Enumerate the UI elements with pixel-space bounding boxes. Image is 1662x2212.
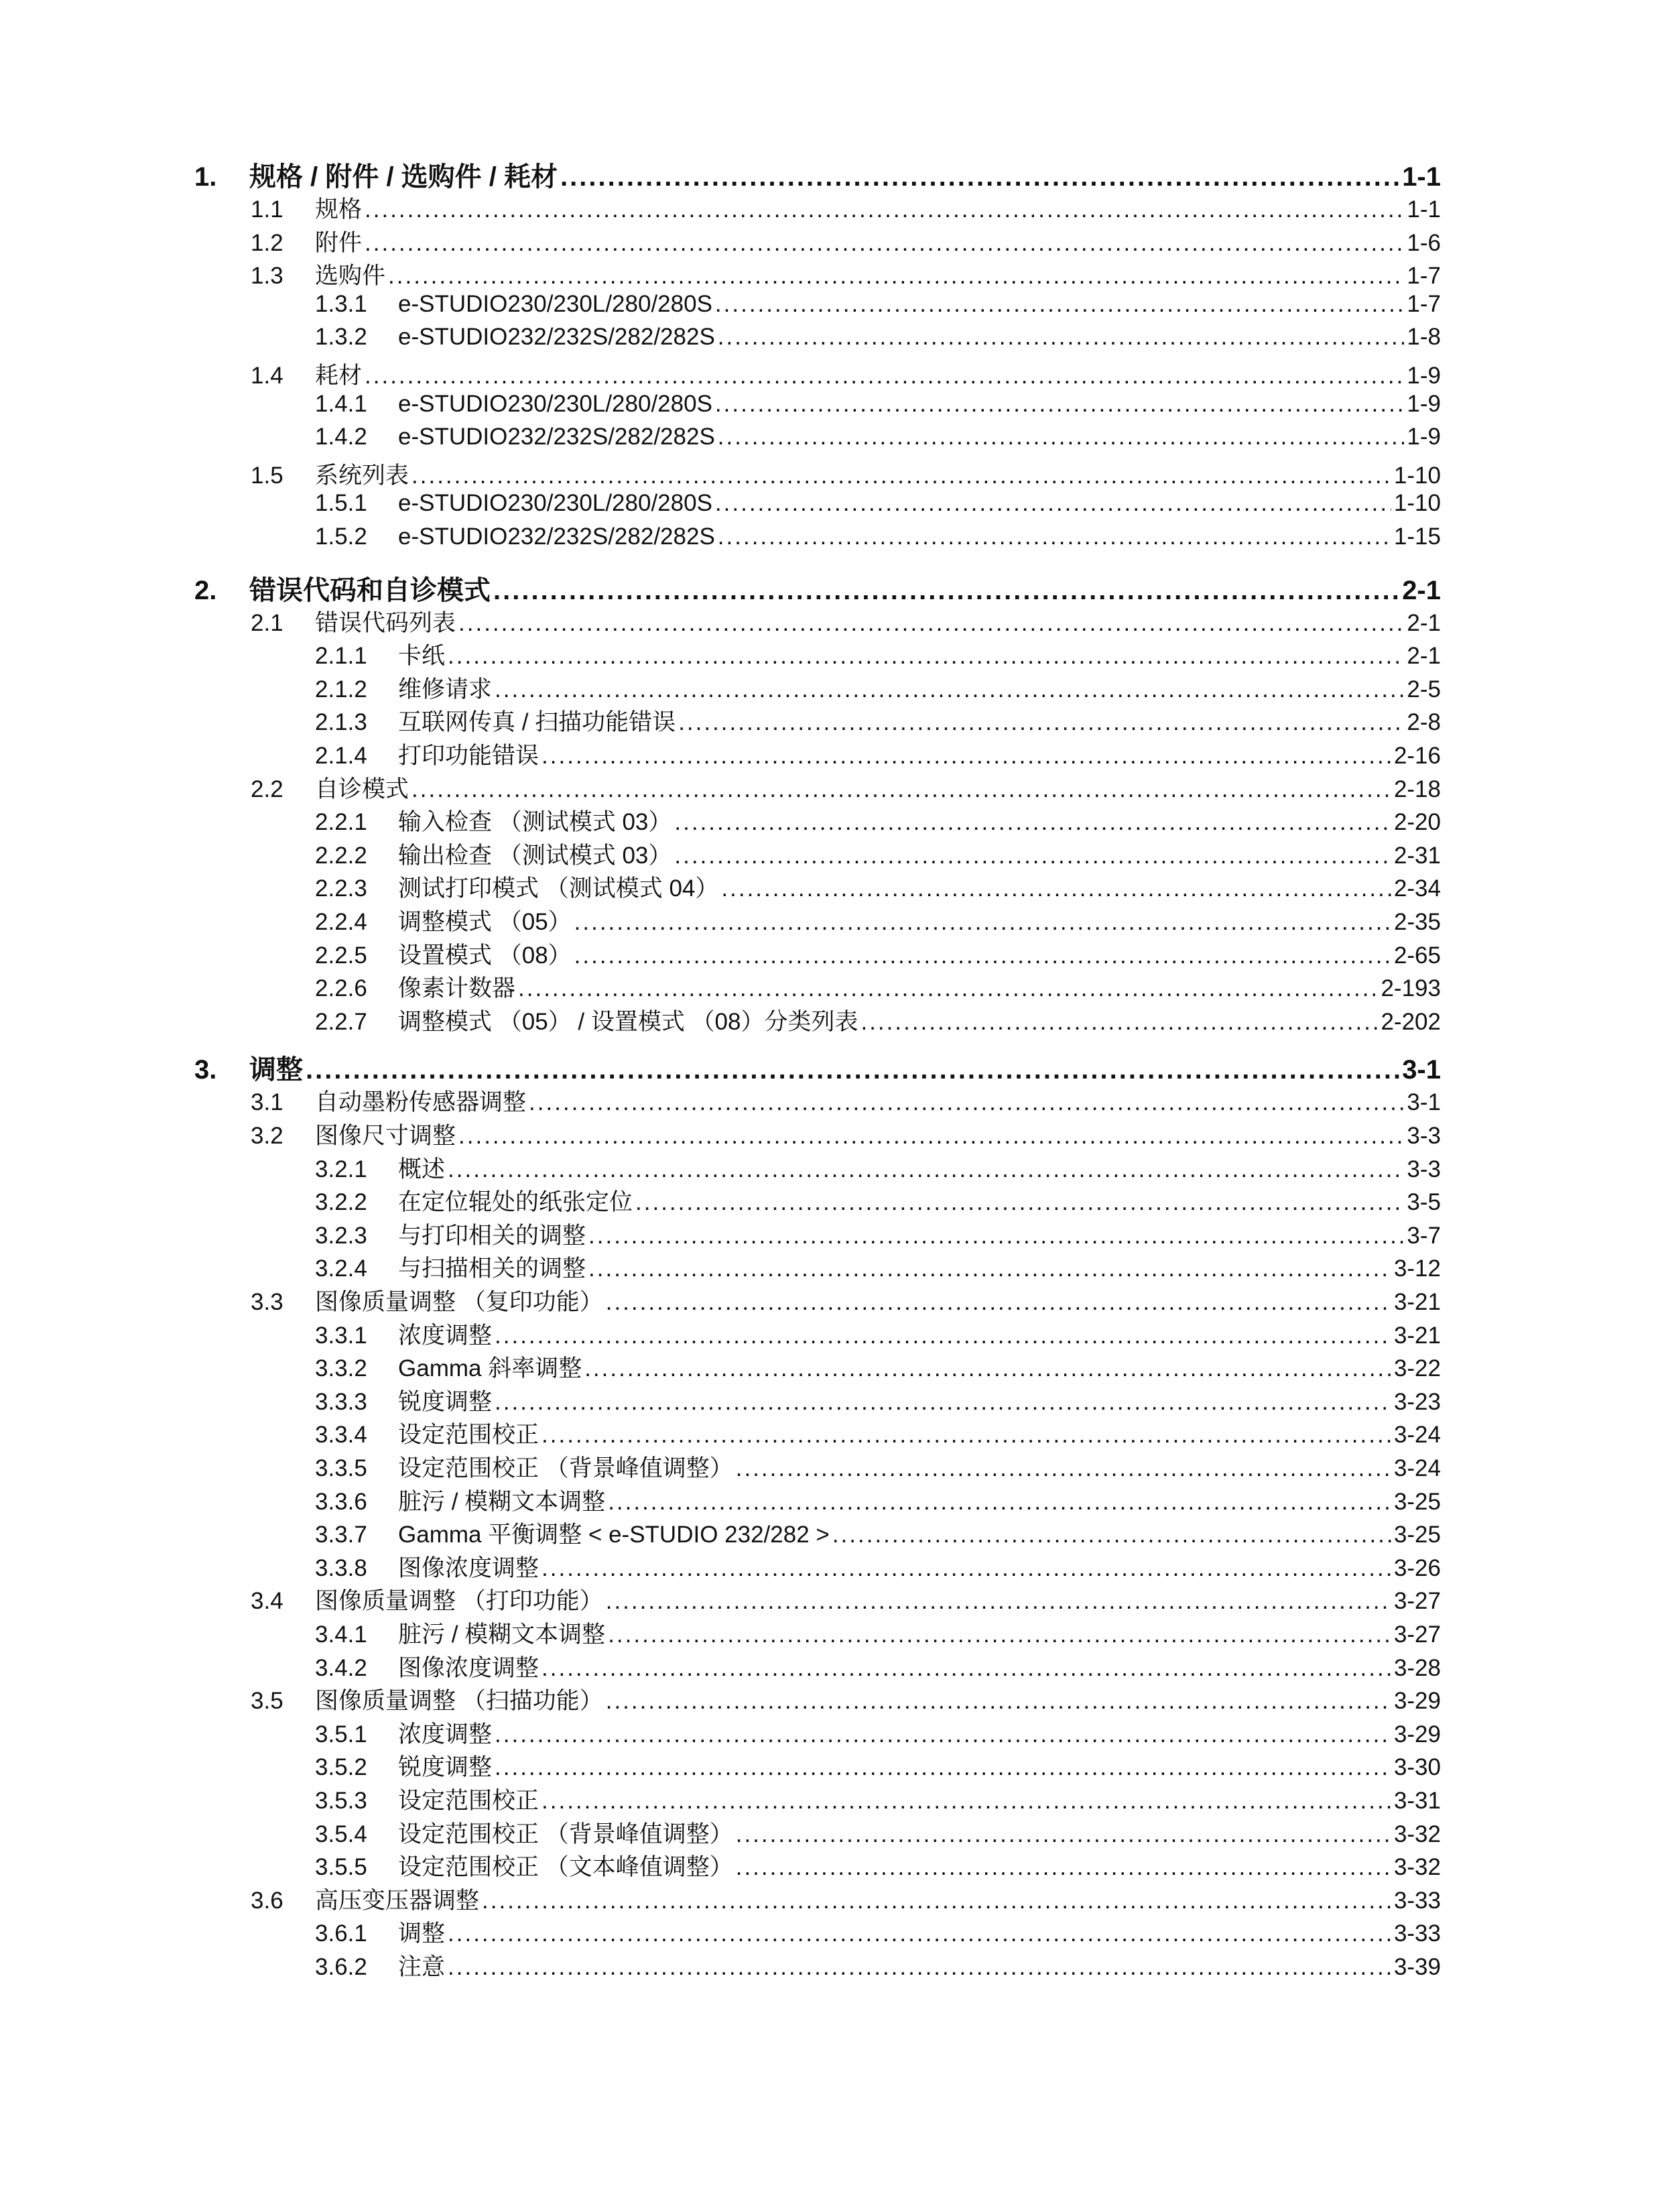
- toc-page-number: 3-25: [1393, 1488, 1441, 1515]
- toc-title: 附件: [315, 229, 363, 256]
- toc-title: 锐度调整: [398, 1388, 493, 1415]
- toc-title: 图像质量调整 （复印功能）: [315, 1289, 603, 1315]
- toc-number: 1.5.1: [315, 490, 367, 517]
- toc-number: 3.6: [251, 1887, 283, 1914]
- toc-entry[interactable]: [315, 904, 1441, 937]
- dot-leader: [574, 909, 1391, 936]
- toc-entry[interactable]: [315, 1816, 1441, 1849]
- dot-leader: [448, 643, 1404, 670]
- toc-entry[interactable]: [315, 637, 1441, 671]
- toc-entry[interactable]: [315, 1483, 1441, 1517]
- toc-chapter[interactable]: [194, 1048, 1441, 1087]
- toc-number: 3.5.2: [315, 1754, 367, 1781]
- toc-title: Gamma 平衡调整 < e-STUDIO 232/282 >: [398, 1522, 830, 1548]
- toc-entry[interactable]: [315, 490, 1441, 517]
- toc-title: 与扫描相关的调整: [398, 1255, 586, 1282]
- toc-title: 选购件: [315, 263, 386, 290]
- toc-title: 规格: [315, 196, 363, 223]
- toc-number: 2.1.1: [315, 643, 367, 670]
- dot-leader: [635, 1189, 1404, 1216]
- toc-entry[interactable]: [315, 737, 1441, 771]
- dot-leader: [411, 776, 1391, 803]
- toc-page-number: 3-27: [1393, 1621, 1441, 1648]
- dot-leader: [606, 1588, 1391, 1615]
- toc-entry[interactable]: [251, 771, 1441, 804]
- toc-title: 图像浓度调整: [398, 1554, 539, 1581]
- toc-page-number: 3-5: [1407, 1189, 1441, 1216]
- toc-page-number: 1-15: [1393, 524, 1441, 550]
- toc-entry[interactable]: [251, 225, 1441, 258]
- toc-page-number: 3-24: [1393, 1422, 1441, 1449]
- dot-leader: [495, 1323, 1391, 1349]
- toc-entry[interactable]: [315, 1217, 1441, 1251]
- dot-leader: [718, 524, 1391, 550]
- dot-leader: [493, 576, 1399, 606]
- toc-page-number: 1-7: [1407, 290, 1441, 317]
- dot-leader: [608, 1621, 1391, 1648]
- toc-entry[interactable]: [315, 1650, 1441, 1683]
- toc-page-number: 2-1: [1402, 575, 1441, 605]
- toc-number: 3.5.3: [315, 1788, 367, 1814]
- dot-leader: [606, 1688, 1391, 1715]
- toc-title: 卡纸: [398, 643, 446, 670]
- toc-page-number: 3-25: [1393, 1522, 1441, 1548]
- dot-leader: [306, 1055, 1399, 1085]
- dot-leader: [495, 1721, 1391, 1748]
- toc-number: 1.: [194, 162, 217, 192]
- toc-title: 图像质量调整 （扫描功能）: [315, 1688, 603, 1715]
- toc-number: 2.2.2: [315, 842, 367, 869]
- toc-title: 错误代码和自诊模式: [249, 575, 491, 605]
- dot-leader: [529, 1089, 1404, 1116]
- toc-number: 3.3.2: [315, 1355, 367, 1382]
- dot-leader: [495, 676, 1404, 703]
- toc-number: 1.1: [251, 196, 283, 223]
- toc-title: e-STUDIO232/232S/282/282S: [398, 424, 715, 450]
- toc-entry[interactable]: [251, 1682, 1441, 1716]
- toc-number: 3.5.5: [315, 1854, 367, 1881]
- toc-entry[interactable]: [315, 1003, 1441, 1037]
- toc-page-number: 3-28: [1393, 1654, 1441, 1681]
- toc-entry[interactable]: [315, 424, 1441, 450]
- toc-page-number: 3-30: [1393, 1754, 1441, 1781]
- toc-page-number: 3-27: [1393, 1588, 1441, 1615]
- dot-leader: [448, 1920, 1391, 1947]
- toc-number: 3.2: [251, 1123, 283, 1149]
- dot-leader: [541, 1788, 1391, 1815]
- dot-leader: [736, 1821, 1391, 1848]
- toc-entry[interactable]: [315, 1782, 1441, 1816]
- toc-entry[interactable]: [251, 357, 1441, 391]
- toc-title: 自诊模式: [315, 776, 409, 802]
- toc-entry[interactable]: [315, 1550, 1441, 1583]
- toc-number: 1.3.2: [315, 324, 367, 351]
- toc-page-number: 3-32: [1393, 1854, 1441, 1881]
- toc-title: 耗材: [315, 363, 363, 389]
- toc-entry[interactable]: [315, 1516, 1441, 1550]
- toc-title: 脏污 / 模糊文本调整: [398, 1488, 606, 1515]
- toc-entry[interactable]: [251, 605, 1441, 638]
- toc-number: 3.3.7: [315, 1522, 367, 1548]
- dot-leader: [860, 1009, 1378, 1036]
- toc-number: 3.: [194, 1055, 217, 1085]
- toc-number: 3.3.4: [315, 1422, 367, 1449]
- toc-entry[interactable]: [251, 191, 1441, 225]
- toc-entry[interactable]: [315, 391, 1441, 418]
- toc-entry[interactable]: [315, 937, 1441, 971]
- toc-chapter[interactable]: [194, 569, 1441, 607]
- toc-title: 像素计数器: [398, 975, 516, 1002]
- toc-title: 设定范围校正: [398, 1788, 539, 1814]
- toc-entry[interactable]: [315, 524, 1441, 550]
- toc-page-number: 2-65: [1393, 942, 1441, 969]
- toc-number: 2.2.7: [315, 1008, 367, 1035]
- toc-number: 2.2.5: [315, 942, 367, 969]
- toc-entry[interactable]: [315, 1616, 1441, 1650]
- toc-title: 调整: [398, 1920, 446, 1947]
- dot-leader: [606, 1289, 1391, 1316]
- toc-entry[interactable]: [315, 291, 1441, 318]
- toc-number: 3.2.3: [315, 1222, 367, 1249]
- toc-entry[interactable]: [315, 1716, 1441, 1749]
- dot-leader: [560, 162, 1399, 192]
- dot-leader: [388, 263, 1404, 290]
- toc-page-number: 3-3: [1407, 1123, 1441, 1149]
- toc-title: 设定范围校正 （背景峰值调整）: [398, 1455, 733, 1481]
- toc-title: e-STUDIO230/230L/280/280S: [398, 290, 712, 317]
- toc-entry[interactable]: [315, 1416, 1441, 1450]
- toc-page-number: 1-7: [1407, 263, 1441, 290]
- toc-entry[interactable]: [315, 1350, 1441, 1384]
- dot-leader: [715, 490, 1391, 517]
- dot-leader: [541, 1422, 1391, 1449]
- dot-leader: [495, 1389, 1391, 1416]
- toc-page-number: 3-29: [1393, 1721, 1441, 1747]
- toc-number: 3.4: [251, 1588, 283, 1615]
- dot-leader: [736, 1854, 1391, 1881]
- dot-leader: [588, 1255, 1391, 1282]
- toc-page-number: 3-23: [1393, 1388, 1441, 1415]
- toc-title: 测试打印模式 （测试模式 04）: [398, 875, 719, 902]
- toc-number: 1.2: [251, 229, 283, 256]
- toc-entry[interactable]: [315, 1184, 1441, 1217]
- toc-number: 3.5.1: [315, 1721, 367, 1747]
- toc-entry[interactable]: [251, 1084, 1441, 1117]
- toc-chapter[interactable]: [194, 156, 1441, 194]
- toc-number: 1.4.2: [315, 424, 367, 450]
- dot-leader: [715, 291, 1404, 318]
- toc-title: 调整模式 （05）: [398, 909, 572, 935]
- toc-title: 浓度调整: [398, 1721, 493, 1747]
- toc-page-number: 1-9: [1407, 390, 1441, 417]
- toc-title: 在定位辊处的纸张定位: [398, 1189, 633, 1216]
- toc-title: 设定范围校正 （背景峰值调整）: [398, 1821, 733, 1847]
- toc-title: e-STUDIO230/230L/280/280S: [398, 390, 712, 417]
- toc-entry[interactable]: [315, 1317, 1441, 1351]
- toc-title: 维修请求: [398, 676, 493, 702]
- toc-page-number: 2-34: [1393, 875, 1441, 902]
- toc-number: 1.4: [251, 363, 283, 389]
- toc-title: 打印功能错误: [398, 743, 539, 769]
- toc-page-number: 3-31: [1393, 1788, 1441, 1814]
- toc-entry[interactable]: [251, 257, 1441, 291]
- dot-leader: [482, 1888, 1391, 1914]
- toc-number: 1.3.1: [315, 290, 367, 317]
- toc-number: 2.2: [251, 776, 283, 802]
- toc-entry[interactable]: [315, 870, 1441, 904]
- toc-number: 3.3: [251, 1289, 283, 1315]
- toc-page-number: 3-1: [1407, 1089, 1441, 1116]
- toc-page-number: 1-8: [1407, 324, 1441, 351]
- toc-page-number: 2-193: [1381, 975, 1441, 1002]
- dot-leader: [541, 1555, 1391, 1582]
- dot-leader: [495, 1754, 1391, 1781]
- dot-leader: [832, 1522, 1391, 1548]
- toc-title: 设定范围校正: [398, 1422, 539, 1449]
- toc-entry[interactable]: [315, 1250, 1441, 1284]
- toc-entry[interactable]: [315, 704, 1441, 737]
- dot-leader: [721, 875, 1391, 902]
- toc-title: 规格 / 附件 / 选购件 / 耗材: [249, 162, 558, 192]
- toc-number: 3.5.4: [315, 1821, 367, 1847]
- toc-page-number: 2-1: [1407, 609, 1441, 636]
- dot-leader: [674, 809, 1391, 836]
- toc-number: 1.3: [251, 263, 283, 290]
- toc-page-number: 2-16: [1393, 743, 1441, 769]
- toc-number: 2.2.4: [315, 909, 367, 935]
- dot-leader: [608, 1489, 1391, 1516]
- toc-title: 锐度调整: [398, 1754, 493, 1781]
- toc-number: 3.6.1: [315, 1920, 367, 1947]
- toc-number: 2.1.3: [315, 709, 367, 736]
- dot-leader: [365, 363, 1404, 389]
- toc-number: 3.4.1: [315, 1621, 367, 1648]
- toc-entry[interactable]: [315, 1915, 1441, 1949]
- toc-page-number: 2-8: [1407, 709, 1441, 736]
- toc-number: 2.2.1: [315, 809, 367, 836]
- toc-page-number: 2-31: [1393, 842, 1441, 869]
- toc-number: 3.1: [251, 1089, 283, 1116]
- toc-page-number: 3-33: [1393, 1887, 1441, 1914]
- toc-entry[interactable]: [315, 970, 1441, 1003]
- toc-entry[interactable]: [315, 1450, 1441, 1483]
- toc-page-number: 3-21: [1393, 1322, 1441, 1349]
- toc-entry[interactable]: [315, 1949, 1441, 1982]
- toc-number: 3.3.5: [315, 1455, 367, 1481]
- toc-entry[interactable]: [251, 1117, 1441, 1151]
- toc-title: 图像质量调整 （打印功能）: [315, 1588, 603, 1615]
- toc-number: 3.3.6: [315, 1488, 367, 1515]
- dot-leader: [718, 424, 1405, 450]
- dot-leader: [365, 196, 1404, 223]
- toc-title: 设定范围校正 （文本峰值调整）: [398, 1854, 733, 1881]
- toc-number: 3.2.4: [315, 1255, 367, 1282]
- toc-page-number: 3-7: [1407, 1222, 1441, 1249]
- toc-title: e-STUDIO232/232S/282/282S: [398, 324, 715, 351]
- dot-leader: [715, 391, 1404, 418]
- dot-leader: [448, 1156, 1404, 1183]
- dot-leader: [458, 610, 1404, 637]
- dot-leader: [411, 463, 1391, 489]
- toc-number: 2.1.4: [315, 743, 367, 769]
- dot-leader: [458, 1123, 1404, 1150]
- dot-leader: [541, 1655, 1391, 1682]
- toc-page-number: 1-1: [1407, 196, 1441, 223]
- toc-page-number: 3-29: [1393, 1688, 1441, 1715]
- toc-entry[interactable]: [251, 1583, 1441, 1616]
- toc-title: 与打印相关的调整: [398, 1222, 586, 1249]
- toc-number: 3.3.1: [315, 1322, 367, 1349]
- toc-title: e-STUDIO232/232S/282/282S: [398, 524, 715, 550]
- toc-number: 2.2.6: [315, 975, 367, 1002]
- toc-page-number: 2-5: [1407, 676, 1441, 702]
- dot-leader: [736, 1455, 1391, 1482]
- toc-page-number: 1-10: [1393, 462, 1441, 489]
- toc-title: 脏污 / 模糊文本调整: [398, 1621, 606, 1648]
- dot-leader: [574, 942, 1391, 969]
- toc-page-number: 3-24: [1393, 1455, 1441, 1481]
- dot-leader: [365, 230, 1404, 257]
- toc-title: 调整: [249, 1055, 303, 1085]
- toc-page-number: 3-3: [1407, 1156, 1441, 1182]
- toc-title: 自动墨粉传感器调整: [315, 1089, 527, 1116]
- toc-number: 3.2.1: [315, 1156, 367, 1182]
- toc-page-number: 1-6: [1407, 229, 1441, 256]
- toc-page-number: 3-12: [1393, 1255, 1441, 1282]
- dot-leader: [718, 324, 1405, 351]
- toc-title: 高压变压器调整: [315, 1887, 480, 1914]
- toc-number: 3.3.3: [315, 1388, 367, 1415]
- toc-number: 2.1: [251, 609, 283, 636]
- dot-leader: [674, 843, 1391, 869]
- toc-page-number: 1-9: [1407, 363, 1441, 389]
- toc-page-number: 2-202: [1381, 1008, 1441, 1035]
- toc-title: 错误代码列表: [315, 609, 456, 636]
- dot-leader: [588, 1223, 1404, 1249]
- toc-number: 2.1.2: [315, 676, 367, 702]
- toc-page-number: 2-18: [1393, 776, 1441, 802]
- toc-page-number: 1-1: [1402, 162, 1441, 192]
- toc-number: 2.: [194, 575, 217, 605]
- toc-title: 互联网传真 / 扫描功能错误: [398, 709, 676, 736]
- toc-number: 2.2.3: [315, 875, 367, 902]
- toc-entry[interactable]: [315, 804, 1441, 837]
- toc-page-number: 3-26: [1393, 1554, 1441, 1581]
- toc-entry[interactable]: [315, 1151, 1441, 1184]
- toc-number: 3.4.2: [315, 1654, 367, 1681]
- toc-number: 3.3.8: [315, 1554, 367, 1581]
- toc-entry[interactable]: [315, 671, 1441, 704]
- toc-title: 输出检查 （测试模式 03）: [398, 842, 672, 869]
- toc-title: e-STUDIO230/230L/280/280S: [398, 490, 712, 517]
- toc-title: 设置模式 （08）: [398, 942, 572, 969]
- toc-number: 3.5: [251, 1688, 283, 1715]
- toc-entry[interactable]: [315, 1749, 1441, 1782]
- dot-leader: [584, 1355, 1391, 1382]
- toc-title: 浓度调整: [398, 1322, 493, 1349]
- toc-entry[interactable]: [251, 1882, 1441, 1916]
- toc-number: 3.2.2: [315, 1189, 367, 1216]
- toc-title: 概述: [398, 1156, 446, 1182]
- toc-number: 1.5.2: [315, 524, 367, 550]
- toc-page-number: 2-1: [1407, 643, 1441, 670]
- toc-number: 3.6.2: [315, 1954, 367, 1980]
- toc-page-number: 2-20: [1393, 809, 1441, 836]
- toc-page-number: 3-33: [1393, 1920, 1441, 1947]
- toc-entry[interactable]: [315, 837, 1441, 871]
- toc-title: 注意: [398, 1954, 446, 1980]
- toc-page-number: 3-22: [1393, 1355, 1441, 1382]
- toc-page-number: 3-21: [1393, 1289, 1441, 1315]
- toc-number: 1.4.1: [315, 390, 367, 417]
- toc-title: 图像浓度调整: [398, 1654, 539, 1681]
- toc-entry[interactable]: [315, 1849, 1441, 1882]
- toc-title: Gamma 斜率调整: [398, 1355, 582, 1382]
- toc-page-number: 3-39: [1393, 1954, 1441, 1980]
- toc-entry[interactable]: [251, 1284, 1441, 1317]
- toc-title: 系统列表: [315, 462, 409, 489]
- dot-leader: [518, 975, 1378, 1002]
- toc-page-number: 3-1: [1402, 1055, 1441, 1085]
- dot-leader: [678, 709, 1404, 736]
- toc-entry[interactable]: [315, 324, 1441, 351]
- toc-entry[interactable]: [251, 457, 1441, 491]
- dot-leader: [448, 1954, 1391, 1981]
- toc-entry[interactable]: [315, 1384, 1441, 1417]
- toc-title: 图像尺寸调整: [315, 1123, 456, 1149]
- toc-page-number: 3-32: [1393, 1821, 1441, 1847]
- toc-title: 输入检查 （测试模式 03）: [398, 809, 672, 836]
- toc-title: 调整模式 （05） / 设置模式 （08）分类列表: [398, 1008, 858, 1035]
- toc-page-number: 2-35: [1393, 909, 1441, 935]
- toc-page-number: 1-9: [1407, 424, 1441, 450]
- dot-leader: [541, 743, 1391, 770]
- toc-page-number: 1-10: [1393, 490, 1441, 517]
- toc-number: 1.5: [251, 462, 283, 489]
